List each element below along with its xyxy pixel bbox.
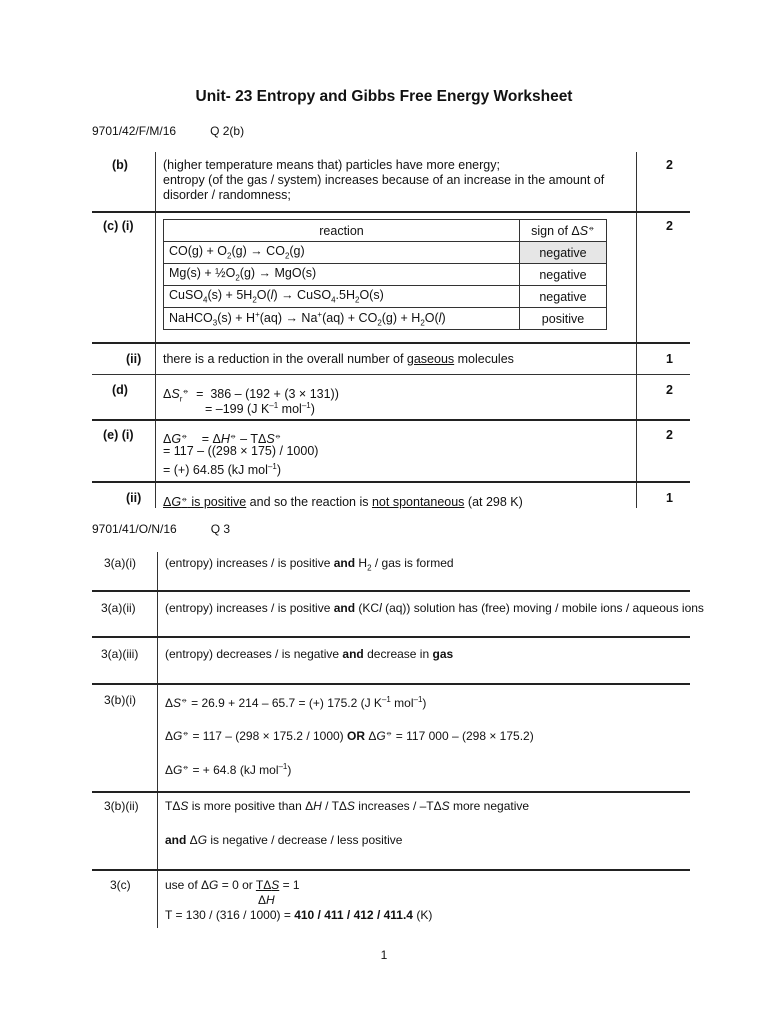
reaction-cell: $CO(g) + O_2(g) \to CO_2(g)$ <box>164 242 520 264</box>
mark-e-i: 2 <box>666 428 673 442</box>
q3-answer: TΔS is more positive than ΔH / TΔS increases / –TΔS more negative <box>165 799 530 813</box>
q3-answer: (entropy) increases / is positive and (KCl (aq)) solution has (free) moving / mobile ions / aqueous ions <box>165 601 704 615</box>
table1-divider-right <box>636 152 637 508</box>
mark-e-ii: 1 <box>666 491 673 505</box>
q3-label: 3(b)(ii) <box>104 799 139 813</box>
q3-answer: ΔG⦵ = 117 – (298 × 175.2 / 1000) OR ΔG⦵ = 117 000 – (298 × 175.2) <box>165 728 534 743</box>
q3-answer: (entropy) decreases / is negative and decrease in gas <box>165 647 454 661</box>
q3-label: 3(a)(i) <box>104 556 136 570</box>
answer-c-ii: there is a reduction in the overall number of gaseous molecules <box>163 352 514 366</box>
q3-answer: and ΔG is negative / decrease / less positive <box>165 833 403 847</box>
page-number: 1 <box>380 948 388 962</box>
sign-cell: positive <box>520 308 607 330</box>
reaction-cell: NaHCO$_3$(s) + $H^+(aq) \to Na^+(aq) + CO_2(g) + H_2O(l)$ <box>164 308 520 330</box>
part-label-b: (b) <box>112 158 128 172</box>
q3-label: 3(c) <box>110 878 131 892</box>
table2-row-rule <box>92 683 690 685</box>
sign-cell: negative <box>520 286 607 308</box>
table1-divider-left <box>155 152 156 508</box>
answer-b-line3: disorder / randomness; <box>163 188 291 202</box>
sign-cell: negative <box>520 242 607 264</box>
answer-b-line1: (higher temperature means that) particles have more energy; <box>163 158 500 172</box>
q3-label: 3(a)(iii) <box>101 647 139 661</box>
answer-e-i-line3: = (+) 64.85 (kJ mol$^{-1}$) <box>163 462 281 478</box>
reaction-cell: $Mg(s) + \frac{1}{2}O_2(g) \to MgO(s)$ <box>164 264 520 286</box>
table1-row-rule <box>92 342 690 344</box>
q3-answer: T = 130 / (316 / 1000) = 410 / 411 / 412 / 411.4 (K) <box>165 908 433 922</box>
question-reference-1 <box>92 124 244 138</box>
answer-e-i-line1: ΔG⦵ = ΔH⦵ – TΔS⦵ <box>163 431 282 447</box>
question-number: Q 3 <box>210 522 231 536</box>
table2-row-rule <box>92 636 690 638</box>
q3-answer: ΔG⦵ = + 64.8 (kJ mol$^{-1}$) <box>165 762 292 777</box>
part-label-c-ii: (ii) <box>126 352 142 366</box>
table1-row-rule <box>92 481 690 483</box>
answer-e-i-line2: = 117 – ((298 × 175) / 1000) <box>163 444 319 458</box>
page-title: Unit- 23 Entropy and Gibbs Free Energy Worksheet <box>195 88 573 105</box>
q3-answer: (entropy) increases / is positive and $H_2$ / gas is formed <box>165 556 454 573</box>
table1-row-rule <box>92 374 690 375</box>
mark-c-i: 2 <box>666 219 673 233</box>
sign-cell: negative <box>520 264 607 286</box>
part-label-e-i: (e) (i) <box>103 428 134 442</box>
table2-row-rule <box>92 869 690 871</box>
answer-b-line2: entropy (of the gas / system) increases because of an increase in the amount of <box>163 173 605 187</box>
mark-c-ii: 1 <box>666 352 673 366</box>
table2-row-rule <box>92 791 690 793</box>
answer-d-line1: $\Delta S_r^⦵ = 386 - (192 + (3 \times 131))$ <box>163 386 339 404</box>
mark-b: 2 <box>666 158 673 172</box>
table2-row-rule <box>92 590 690 592</box>
header-reaction: reaction <box>164 220 520 242</box>
paper-code: 9701/41/O/N/16 <box>92 522 177 536</box>
q3-answer-fraction-denominator: ΔH <box>258 893 275 907</box>
mark-d: 2 <box>666 383 673 397</box>
reaction-cell: CuSO$_4$(s) + $5H_2O(l)$ → $CuSO_4.5H_2O(s)$ <box>164 286 520 308</box>
part-label-e-ii: (ii) <box>126 491 142 505</box>
header-sign: sign of ΔS⦵ <box>520 220 607 242</box>
answer-e-ii: ΔG⦵ is positive and so the reaction is not spontaneous (at 298 K) <box>163 494 523 510</box>
table2-divider <box>157 552 158 928</box>
paper-code: 9701/42/F/M/16 <box>92 124 177 138</box>
q3-answer: use of ΔG = 0 or TΔS = 1 <box>165 878 300 892</box>
q3-label: 3(a)(ii) <box>101 601 136 615</box>
entropy-sign-table <box>163 219 607 330</box>
table1-row-rule <box>92 211 690 213</box>
part-label-c-i: (c) (i) <box>103 219 134 233</box>
table1-row-rule <box>92 419 690 421</box>
part-label-d: (d) <box>112 383 128 397</box>
q3-label: 3(b)(i) <box>104 693 136 707</box>
question-number: Q 2(b) <box>210 124 245 138</box>
q3-answer: ΔS⦵ = 26.9 + 214 – 65.7 = (+) 175.2 (J $K^{-1}$ mol$^{-1}$) <box>165 695 427 710</box>
answer-d-line2: = –199 (J $K^{-1}$ mol$^{-1}$) <box>205 401 315 417</box>
question-reference-2 <box>92 522 230 536</box>
